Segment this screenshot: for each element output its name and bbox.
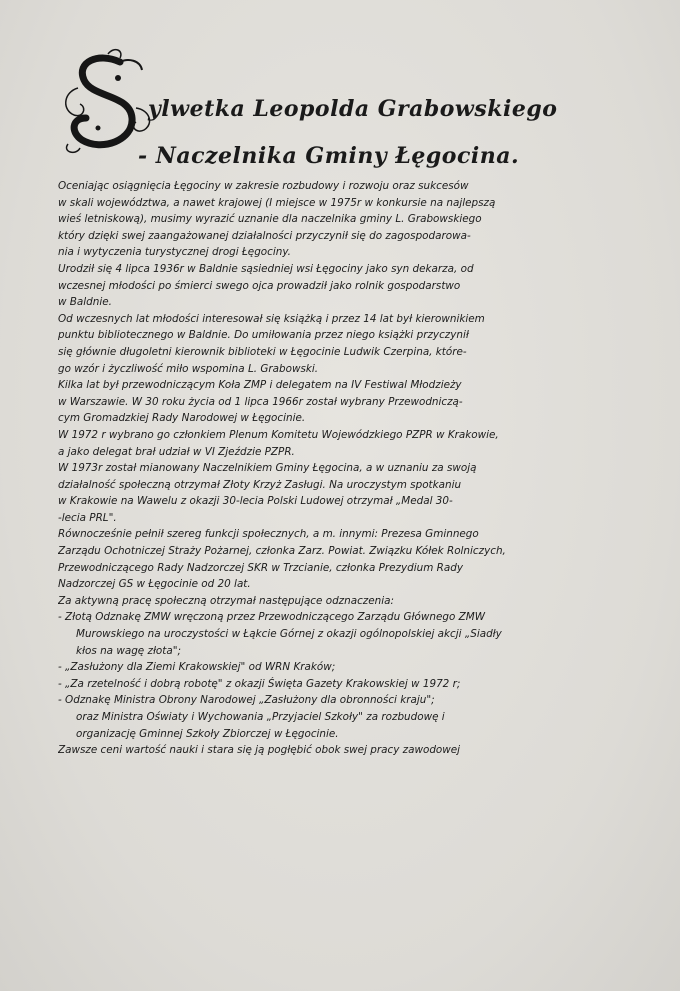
ornamental-initial-s: [58, 48, 158, 158]
list-item: - „Za rzetelność i dobrą robotę" z okazji Święta Gazety Krakowskiej w 1972 r;: [58, 677, 461, 690]
text-line: Zarządu Ochotniczej Straży Pożarnej, członka Zarz. Powiat. Związku Kółek Rolniczych,: [58, 545, 506, 558]
text-line: działalność społeczną otrzymał Złoty Krzyż Zasługi. Na uroczystym spotkaniu: [58, 478, 462, 491]
text-line: Kilka lat był przewodniczącym Koła ZMP i delegatem na IV Festiwal Młodzieży: [58, 379, 462, 392]
text-line: Równocześnie pełnił szereg funkcji społecznych, a m. innymi: Prezesa Gminnego: [58, 528, 479, 541]
text-line: Od wczesnych lat młodości interesował się książką i przez 14 lat był kierownikiem: [58, 312, 485, 325]
text-line: Przewodniczącego Rady Nadzorczej SKR w Trzcianie, członka Prezydium Rady: [58, 561, 463, 574]
text-line: kłos na wagę złota";: [76, 644, 182, 657]
text-line: W 1972 r wybrano go członkiem Plenum Komitetu Wojewódzkiego PZPR w Krakowie,: [58, 428, 499, 441]
list-item: - Złotą Odznakę ZMW wręczoną przez Przewodniczącego Zarządu Głównego ZMW: [58, 611, 485, 624]
text-line: w skali województwa, a nawet krajowej (I miejsce w 1975r w konkursie na najlepszą: [58, 196, 496, 209]
text-line: cym Gromadzkiej Rady Narodowej w Łęgocinie.: [58, 412, 306, 425]
text-line: Urodził się 4 lipca 1936r w Baldnie sąsiedniej wsi Łęgociny jako syn dekarza, od: [58, 262, 474, 275]
text-line: punktu bibliotecznego w Baldnie. Do umiłowania przez niego książki przyczynił: [58, 329, 469, 342]
text-line: oraz Ministra Oświaty i Wychowania „Przyjaciel Szkoły" za rozbudowę i: [76, 711, 445, 723]
text-line: Nadzorczej GS w Łęgocinie od 20 lat.: [58, 578, 251, 591]
list-item: - Odznakę Ministra Obrony Narodowej „Zasłużony dla obronności kraju";: [58, 694, 435, 707]
text-line: w Krakowie na Wawelu z okazji 30-lecia Polski Ludowej otrzymał „Medal 30-: [58, 495, 453, 508]
text-line: wieś letniskową), musimy wyrazić uznanie dla naczelnika gminy L. Grabowskiego: [58, 213, 482, 226]
text-line: go wzór i życzliwość miło wspomina L. Grabowski.: [58, 362, 319, 375]
text-line: Za aktywną pracę społeczną otrzymał następujące odznaczenia:: [58, 594, 394, 607]
text-line: Murowskiego na uroczystości w Łąkcie Górnej z okazji ogólnopolskiej akcji „Siadły: [76, 628, 502, 641]
text-line: wczesnej młodości po śmierci swego ojca prowadził jako rolnik gospodarstwo: [58, 279, 461, 292]
text-line: W 1973r został mianowany Naczelnikiem Gminy Łęgocina, a w uznaniu za swoją: [58, 462, 477, 475]
text-line: w Baldnie.: [58, 296, 112, 309]
text-line: -lecia PRL".: [58, 511, 117, 524]
title-line-1: ylwetka Leopolda Grabowskiego: [148, 96, 558, 122]
text-line: nia i wytyczenia turystycznej drogi Łęgociny.: [58, 246, 291, 259]
text-line: Oceniając osiągnięcia Łęgociny w zakresie rozbudowy i rozwoju oraz sukcesów: [58, 180, 469, 192]
text-line: się głównie długoletni kierownik biblioteki w Łęgocinie Ludwik Czerpina, które-: [58, 345, 467, 358]
text-line: który dzięki swej zaangażowanej działalności przyczynił się do zagospodarowa-: [58, 229, 471, 242]
text-line: organizację Gminnej Szkoły Zbiorczej w Łęgocinie.: [76, 727, 339, 740]
text-line: a jako delegat brał udział w VI Zjeździe PZPR.: [58, 445, 295, 458]
text-line: w Warszawie. W 30 roku życia od 1 lipca 1966r został wybrany Przewodniczą-: [58, 395, 463, 408]
text-line: Zawsze ceni wartość nauki i stara się ją pogłębić obok swej pracy zawodowej: [58, 744, 461, 757]
list-item: - „Zasłużony dla Ziemi Krakowskiej" od WRN Kraków;: [58, 661, 336, 674]
body-text: [58, 178, 638, 759]
title-line-2: - Naczelnika Gminy Łęgocina.: [138, 143, 520, 169]
